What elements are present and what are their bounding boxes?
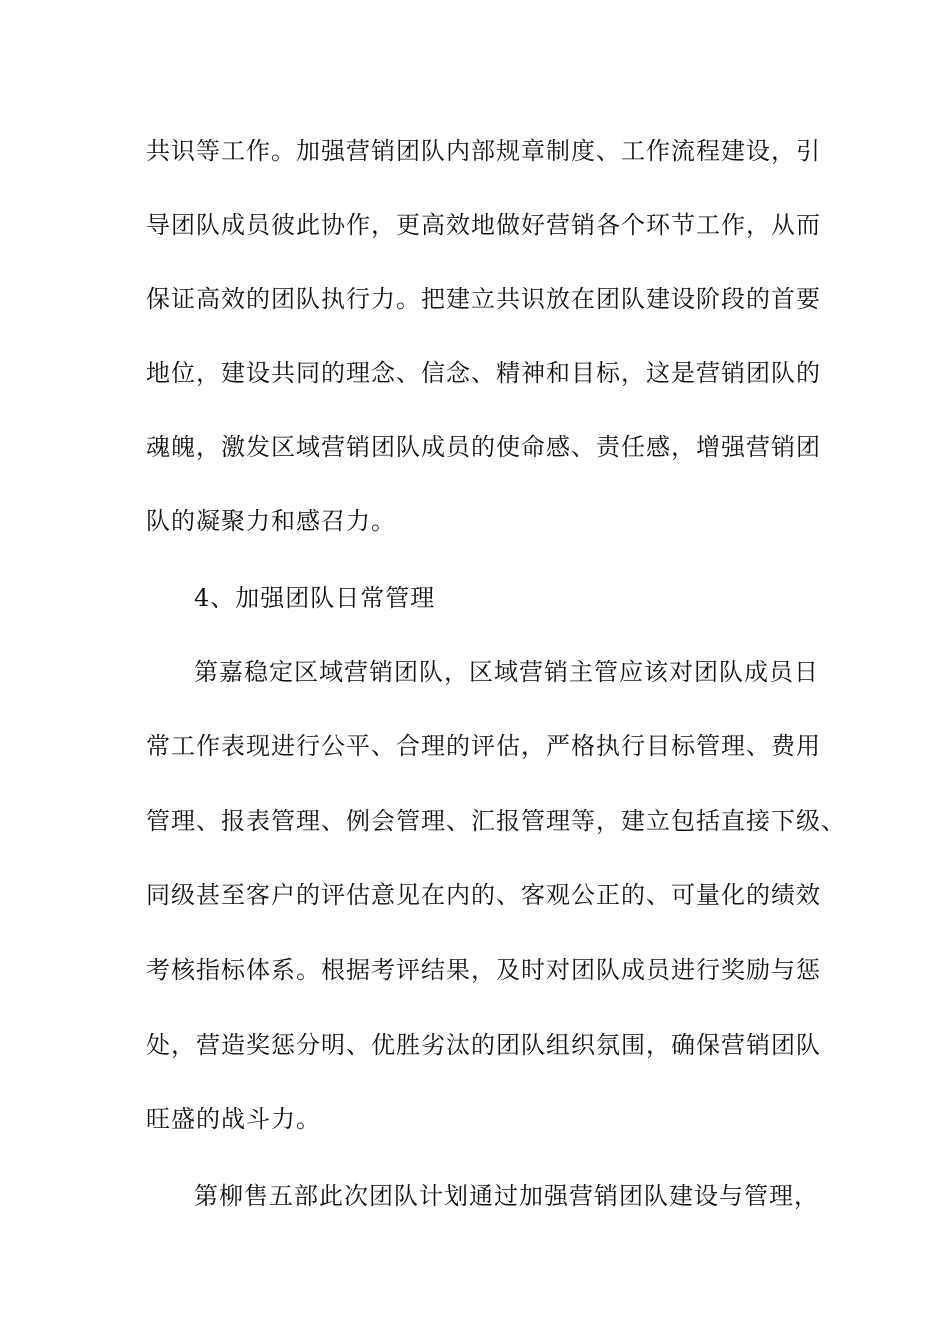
text-line: 第嘉稳定区域营销团队，区域营销主管应该对团队成员日 (194, 658, 819, 686)
text-line: 共识等工作。加强营销团队内部规章制度、工作流程建设，引 (146, 137, 821, 165)
text-line: 管理、报表管理、例会管理、汇报管理等，建立包括直接下级、 (146, 807, 846, 835)
text-line: 旺盛的战斗力。 (146, 1105, 321, 1133)
text-line: 队的凝聚力和感召力。 (146, 507, 396, 535)
text-line: 导团队成员彼此协作，更高效地做好营销各个环节工作，从而 (146, 211, 821, 239)
text-line: 常工作表现进行公平、合理的评估，严格执行目标管理、费用 (146, 732, 821, 760)
text-line: 魂魄，激发区域营销团队成员的使命感、责任感，增强营销团 (146, 433, 821, 461)
text-line: 地位，建设共同的理念、信念、精神和目标，这是营销团队的 (146, 359, 821, 387)
text-line: 同级甚至客户的评估意见在内的、客观公正的、可量化的绩效 (146, 881, 821, 909)
text-line: 考核指标体系。根据考评结果，及时对团队成员进行奖励与惩 (146, 956, 821, 984)
text-line: 处，营造奖惩分明、优胜劣汰的团队组织氛围，确保营销团队 (146, 1031, 821, 1059)
text-line: 第柳售五部此次团队计划通过加强营销团队建设与管理， (194, 1182, 819, 1210)
text-line: 保证高效的团队执行力。把建立共识放在团队建设阶段的首要 (146, 285, 821, 313)
section-heading: 4、加强团队日常管理 (194, 584, 436, 612)
